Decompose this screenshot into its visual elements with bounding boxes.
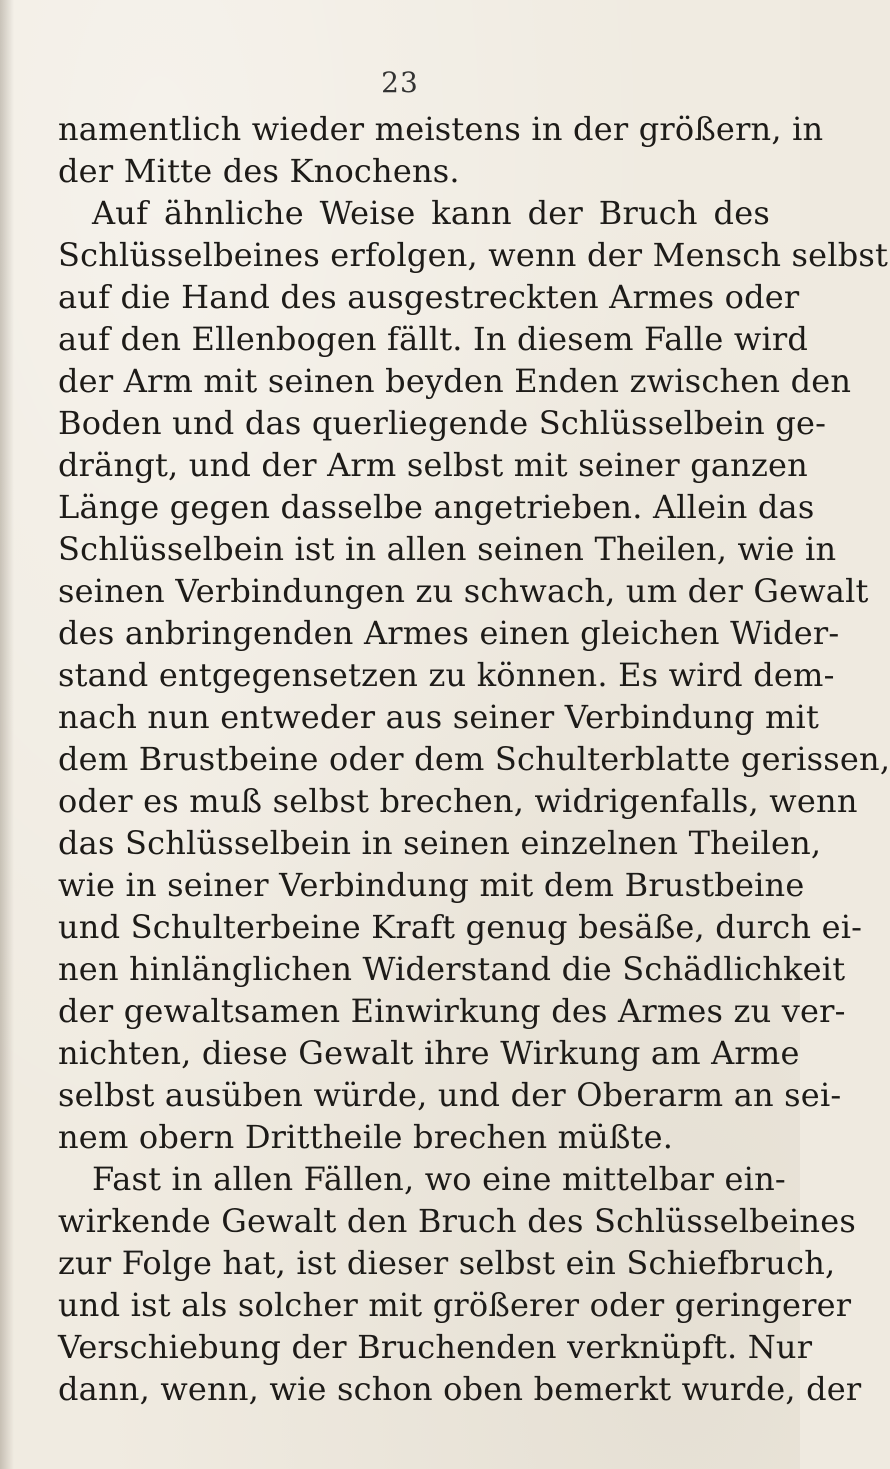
text-line: nichten, diese Gewalt ihre Wirkung am Arme [58,1034,800,1072]
text-line: Länge gegen dasselbe angetrieben. Allein das [58,488,815,526]
text-line: oder es muß selbst brechen, widrigenfalls, wenn [58,782,858,820]
text-line: selbst ausüben würde, und der Oberarm an sei- [58,1076,842,1114]
text-line: nen hinlänglichen Widerstand die Schädlichkeit [58,950,846,988]
text-line: des anbringenden Armes einen gleichen Wider- [58,614,840,652]
text-line: Verschiebung der Bruchenden verknüpft. Nur [58,1328,813,1366]
text-line: auf die Hand des ausgestreckten Armes oder [58,278,800,316]
text-line: und ist als solcher mit größerer oder geringerer [58,1286,852,1324]
text-line: der Mitte des Knochens. [58,152,460,190]
text-line: stand entgegensetzen zu können. Es wird dem- [58,656,835,694]
text-line: nem obern Drittheile brechen müßte. [58,1118,674,1156]
text-line: Boden und das querliegende Schlüsselbein ge- [58,404,827,442]
paragraph-start-line: Auf ähnliche Weise kann der Bruch des [92,194,770,232]
text-line: seinen Verbindungen zu schwach, um der Gewalt [58,572,869,610]
text-line: und Schulterbeine Kraft genug besäße, durch ei- [58,908,863,946]
page-binding-shadow [0,0,14,1469]
text-line: wie in seiner Verbindung mit dem Brustbeine [58,866,805,904]
text-line: Schlüsselbein ist in allen seinen Theilen, wie in [58,530,837,568]
text-line: zur Folge hat, ist dieser selbst ein Schiefbruch, [58,1244,836,1282]
text-line: dem Brustbeine oder dem Schulterblatte gerissen, [58,740,890,778]
text-line: wirkende Gewalt den Bruch des Schlüsselbeines [58,1202,856,1240]
text-line: der gewaltsamen Einwirkung des Armes zu ver- [58,992,846,1030]
text-line: namentlich wieder meistens in der größern, in [58,110,824,148]
page-number: 23 [381,66,419,99]
text-line: drängt, und der Arm selbst mit seiner ganzen [58,446,808,484]
text-line: der Arm mit seinen beyden Enden zwischen den [58,362,852,400]
text-line: das Schlüsselbein in seinen einzelnen Theilen, [58,824,822,862]
paragraph-start-line: Fast in allen Fällen, wo eine mittelbar ein- [92,1160,786,1198]
text-line: Schlüsselbeines erfolgen, wenn der Mensch selbst [58,236,889,274]
text-line: nach nun entweder aus seiner Verbindung mit [58,698,820,736]
text-line: auf den Ellenbogen fällt. In diesem Falle wird [58,320,809,358]
text-line: dann, wenn, wie schon oben bemerkt wurde, der [58,1370,862,1408]
body-text [58,108,890,1410]
